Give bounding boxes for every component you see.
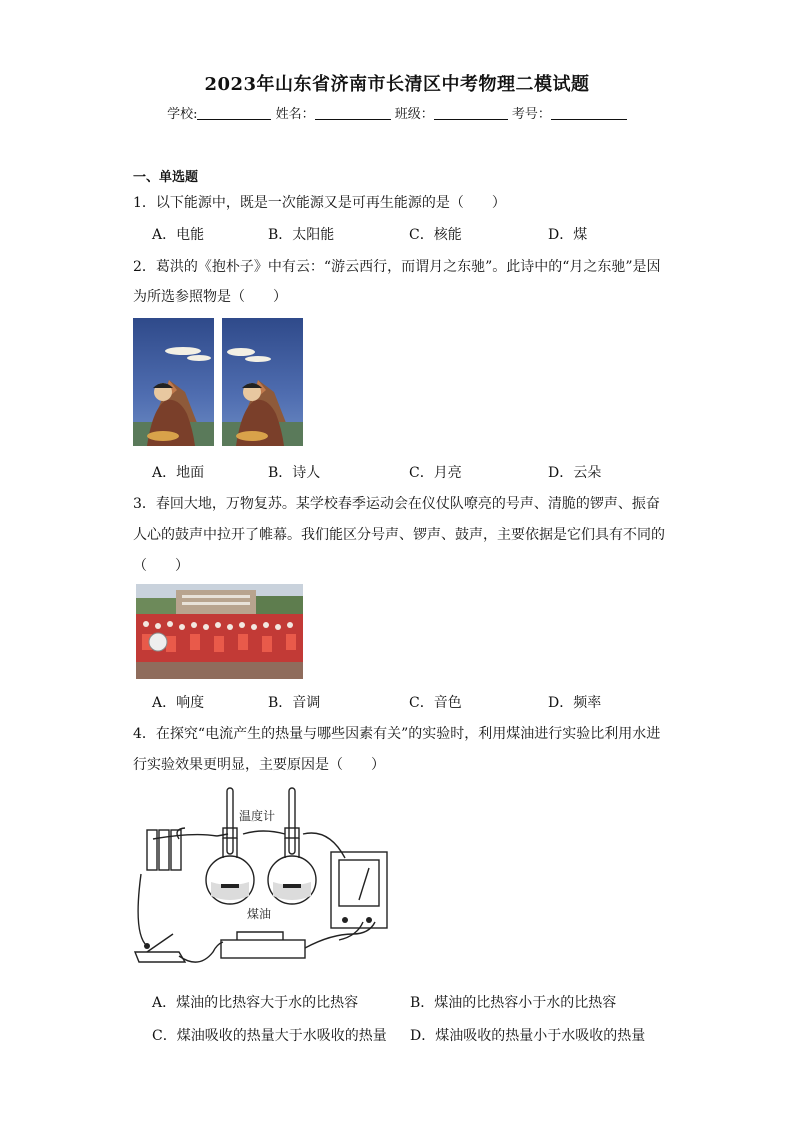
q1-option-b[interactable]: B．太阳能: [268, 227, 335, 243]
q3-marching-band-photo: [136, 584, 303, 679]
q4-option-c[interactable]: C．煤油吸收的热量大于水吸收的热量: [152, 1028, 387, 1044]
class-label: 班级：: [394, 107, 434, 122]
q2-option-b[interactable]: B．诗人: [268, 465, 321, 481]
q1-stem: 1．以下能源中，既是一次能源又是可再生能源的是（ ）: [133, 195, 506, 211]
name-label: 姓名：: [275, 107, 315, 122]
q2-stem-line2: 为所选参照物是（ ）: [133, 289, 287, 305]
q2-option-a[interactable]: A．地面: [152, 465, 205, 481]
section-heading: 一、单选题: [133, 170, 199, 185]
thermometer-label: 温度计: [239, 809, 276, 823]
q3-stem-line1: 3．春回大地，万物复苏。某学校春季运动会在仪仗队嘹亮的号声、清脆的锣声、振奋: [133, 496, 660, 512]
panel-right: [222, 318, 303, 446]
panel-left: [133, 318, 214, 446]
q4-option-a[interactable]: A．煤油的比热容大于水的比热容: [152, 995, 359, 1011]
q4-circuit-diagram: [133, 784, 395, 982]
page-title: 2023年山东省济南市长清区中考物理二模试题: [204, 74, 590, 95]
q4-option-d[interactable]: D．煤油吸收的热量小于水吸收的热量: [410, 1028, 646, 1044]
q3-stem-line3: （ ）: [133, 558, 189, 574]
oil-label: 煤油: [247, 907, 272, 921]
q4-option-b[interactable]: B．煤油的比热容小于水的比热容: [410, 995, 617, 1011]
q3-stem-line2: 人心的鼓声中拉开了帷幕。我们能区分号声、锣声、鼓声，主要依据是它们具有不同的: [133, 527, 665, 543]
q4-stem-line1: 4．在探究“电流产生的热量与哪些因素有关”的实验时，利用煤油进行实验比利用水进: [133, 726, 661, 742]
q2-stem-line1: 2．葛洪的《抱朴子》中有云：“游云西行，而谓月之东驰”。此诗中的“月之东驰”是因: [133, 259, 661, 275]
class-blank[interactable]: [434, 105, 508, 120]
name-blank[interactable]: [315, 105, 391, 120]
q3-option-c[interactable]: C．音色: [409, 695, 462, 711]
q1-option-c[interactable]: C．核能: [409, 227, 462, 243]
q1-option-d[interactable]: D．煤: [548, 227, 588, 243]
q3-option-d[interactable]: D．频率: [548, 695, 602, 711]
student-info-line: [0, 103, 794, 122]
school-blank[interactable]: [197, 105, 271, 120]
q2-option-d[interactable]: D．云朵: [548, 465, 602, 481]
q2-moon-illustration: [133, 318, 303, 446]
q1-option-a[interactable]: A．电能: [152, 227, 205, 243]
q3-option-b[interactable]: B．音调: [268, 695, 321, 711]
q4-stem-line2: 行实验效果更明显，主要原因是（ ）: [133, 757, 385, 773]
q3-option-a[interactable]: A．响度: [152, 695, 205, 711]
q2-option-c[interactable]: C．月亮: [409, 465, 462, 481]
school-label: 学校:: [167, 107, 198, 122]
number-blank[interactable]: [551, 105, 627, 120]
number-label: 考号：: [511, 107, 551, 122]
